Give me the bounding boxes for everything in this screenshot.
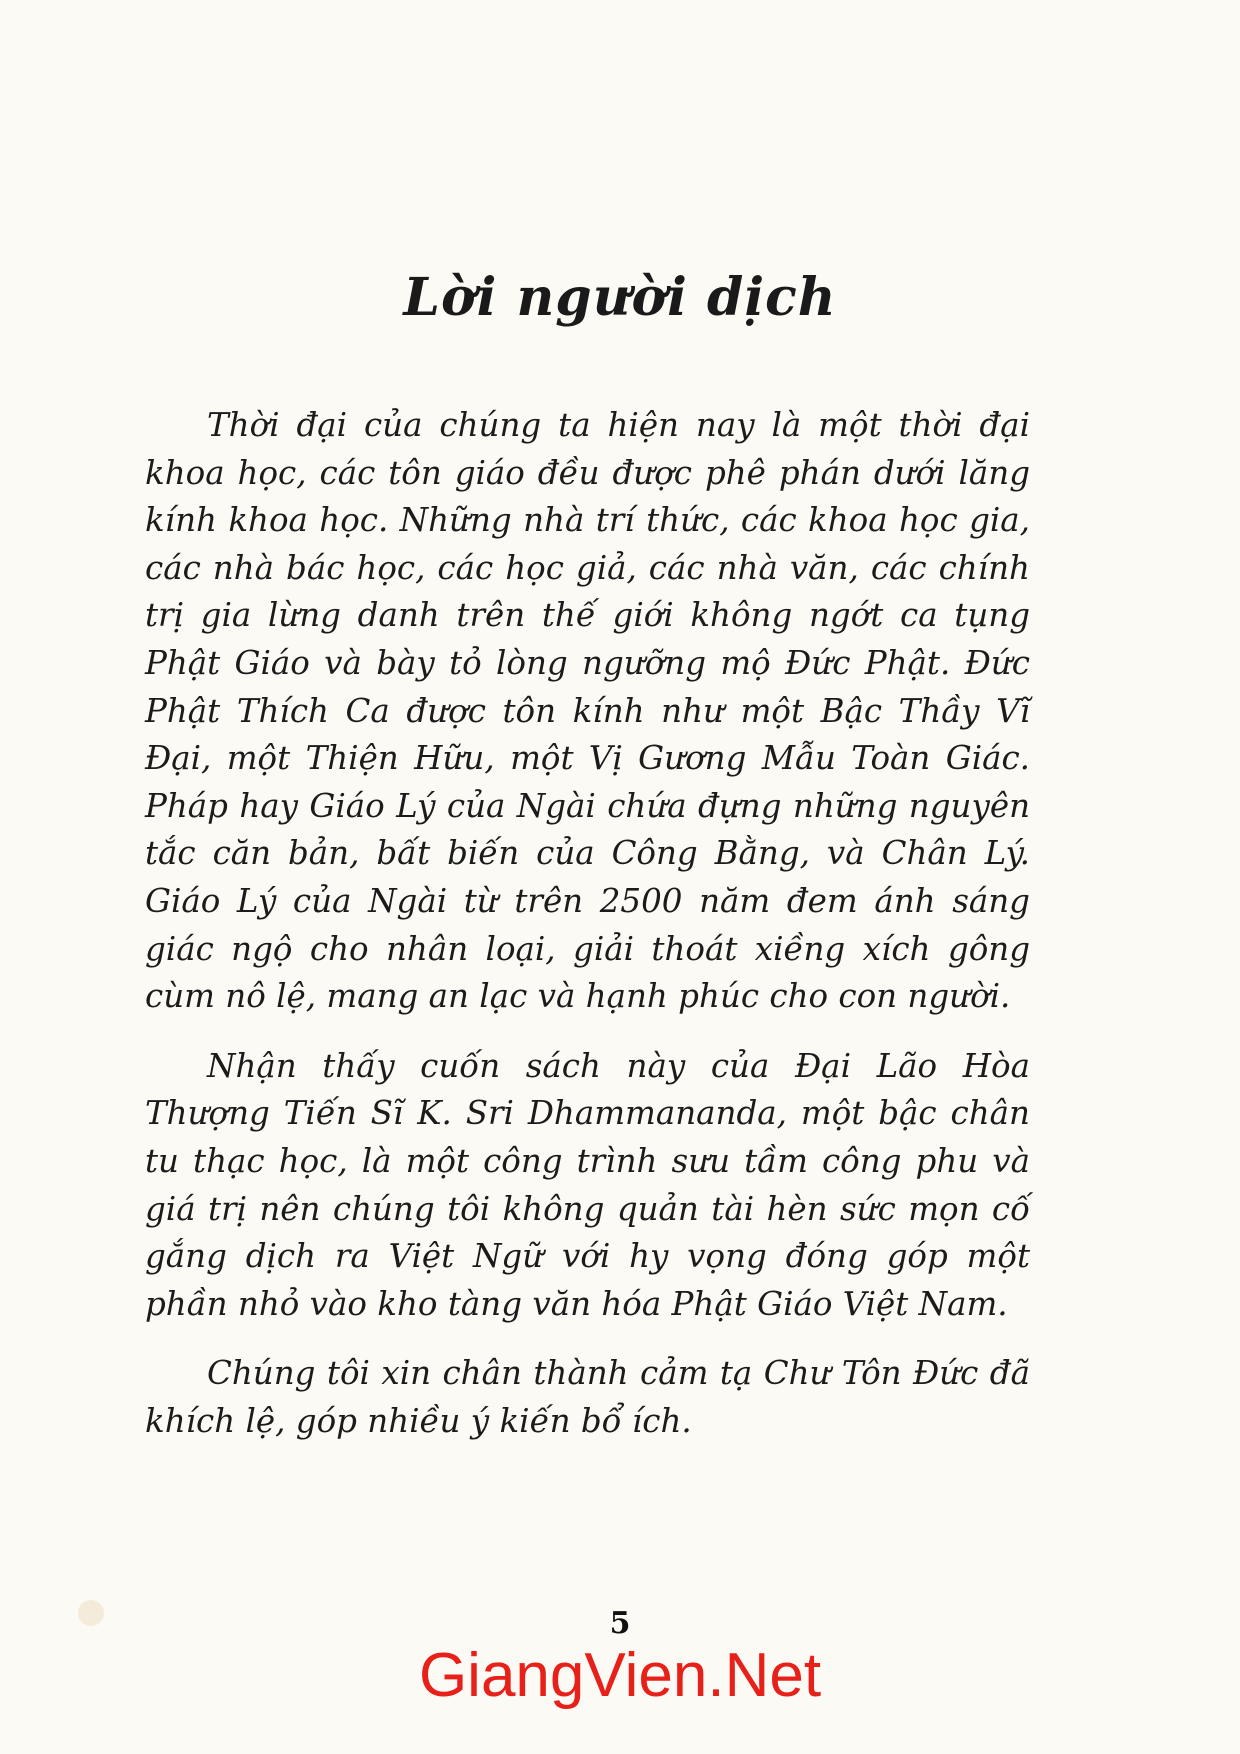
body-text bbox=[145, 402, 1030, 1445]
watermark-logo: GiangVien.Net bbox=[418, 1641, 822, 1710]
paragraph-3: Chúng tôi xin chân thành cảm tạ Chư Tôn Đức đã khích lệ, góp nhiều ý kiến bổ ích. bbox=[145, 1354, 1030, 1440]
page-title: Lời người dịch bbox=[403, 266, 837, 328]
paragraph-1: Thời đại của chúng ta hiện nay là một thời đại khoa học, các tôn giáo đều được phê phán dưới lăng kính khoa học. Những nhà trí thức, các khoa học gia, các nhà bác học, các học giả, các nhà văn, các chính trị gia lừng danh trên thế giới không ngớt ca tụng Phật Giáo và bày tỏ lòng ngưỡng mộ Đức Phật. Đức Phật Thích Ca được tôn kính như một Bậc Thầy Vĩ Đại, một Thiện Hữu, một Vị Gương Mẫu Toàn Giác. Pháp hay Giáo Lý của Ngài chứa đựng những nguyên tắc căn bản, bất biến của Công Bằng, và Chân Lý. Giáo Lý của Ngài từ trên 2500 năm đem ánh sáng giác ngộ cho nhân loại, giải thoát xiềng xích gông cùm nô lệ, mang an lạc và hạnh phúc cho con người. bbox=[145, 406, 1030, 1016]
page-number: 5 bbox=[609, 1606, 631, 1641]
paragraph-2: Nhận thấy cuốn sách này của Đại Lão Hòa Thượng Tiến Sĩ K. Sri Dhammananda, một bậc chân tu thạc học, là một công trình sưu tầm công phu và giá trị nên chúng tôi không quản tài hèn sức mọn cố gắng dịch ra Việt Ngữ với hy vọng đóng góp một phần nhỏ vào kho tàng văn hóa Phật Giáo Việt Nam. bbox=[145, 1046, 1030, 1323]
